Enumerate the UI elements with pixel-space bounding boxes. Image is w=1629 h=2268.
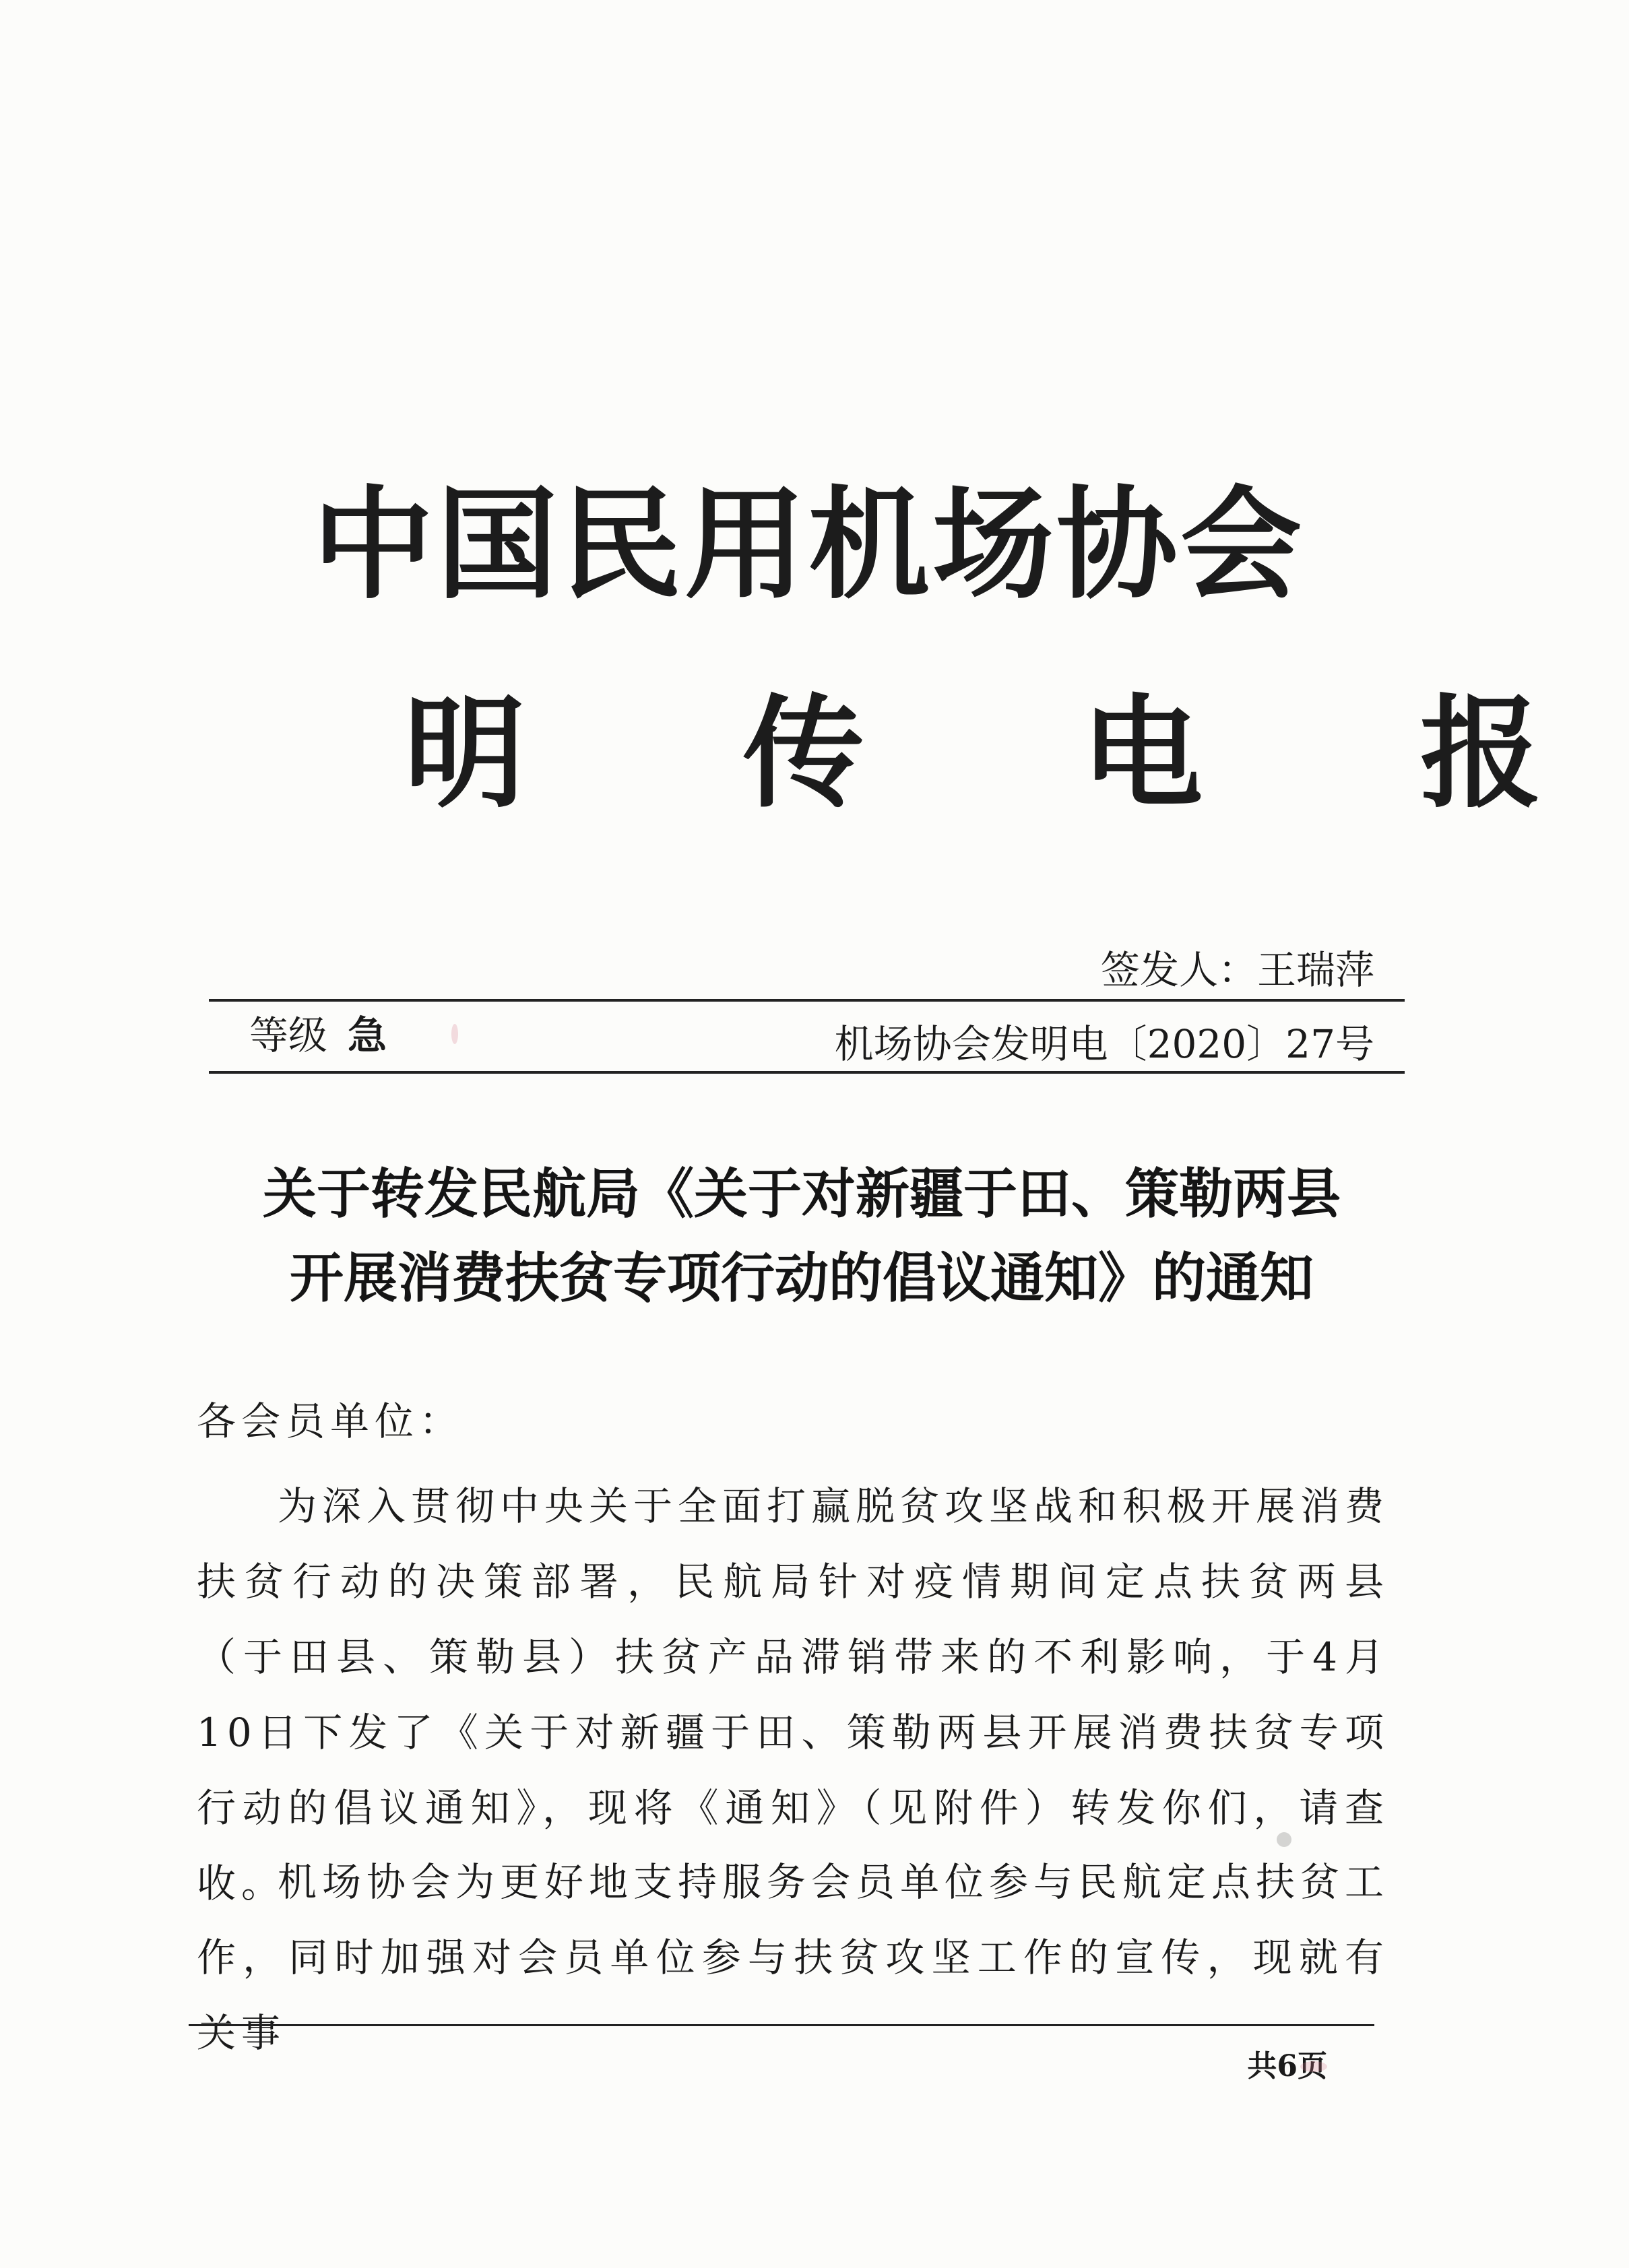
priority-value: 急: [348, 1012, 387, 1058]
signer-line: 签发人：王瑞萍: [1100, 947, 1374, 993]
document-number: 机场协会发明电〔2020〕27号: [834, 1021, 1374, 1067]
organization-name: 中国民用机场协会: [312, 475, 1304, 616]
header-rule-bottom: [209, 1071, 1405, 1074]
notice-title-line-1: 关于转发民航局《关于对新疆于田、策勒两县: [263, 1162, 1341, 1225]
scan-speck: [1277, 1832, 1291, 1847]
scan-speck: [1300, 2061, 1327, 2072]
body-paragraph-1: 为深入贯彻中央关于全面打赢脱贫攻坚战和积极开展消费扶贫行动的决策部署，民航局针对疫情期间定点扶贫两县（于田县、策勒县）扶贫产品滞销带来的不利影响，于4月10日下发了《关于对新疆于田、策勒两县开展消费扶贫专项行动的倡议通知》，现将《通知》（见附件）转发你们，请查收。: [197, 1483, 1390, 1906]
body-paragraph-2: 机场协会为更好地支持服务会员单位参与民航定点扶贫工作，同时加强对会员单位参与扶贫攻坚工作的宣传，现就有关事: [197, 1859, 1390, 2056]
salutation: 各会员单位：: [197, 1398, 464, 1444]
header-rule-top: [209, 999, 1405, 1002]
document-type: 明 传 电 报: [404, 684, 1629, 824]
priority-label: 等级: [249, 1012, 328, 1058]
scan-speck: [451, 1024, 458, 1044]
footer-rule: [189, 2024, 1374, 2026]
priority-field: [249, 1006, 387, 1064]
page-count: 共6页: [1247, 2049, 1327, 2083]
notice-title: [162, 1152, 1442, 1320]
notice-title-line-2: 开展消费扶贫专项行动的倡议通知》的通知: [290, 1246, 1314, 1309]
